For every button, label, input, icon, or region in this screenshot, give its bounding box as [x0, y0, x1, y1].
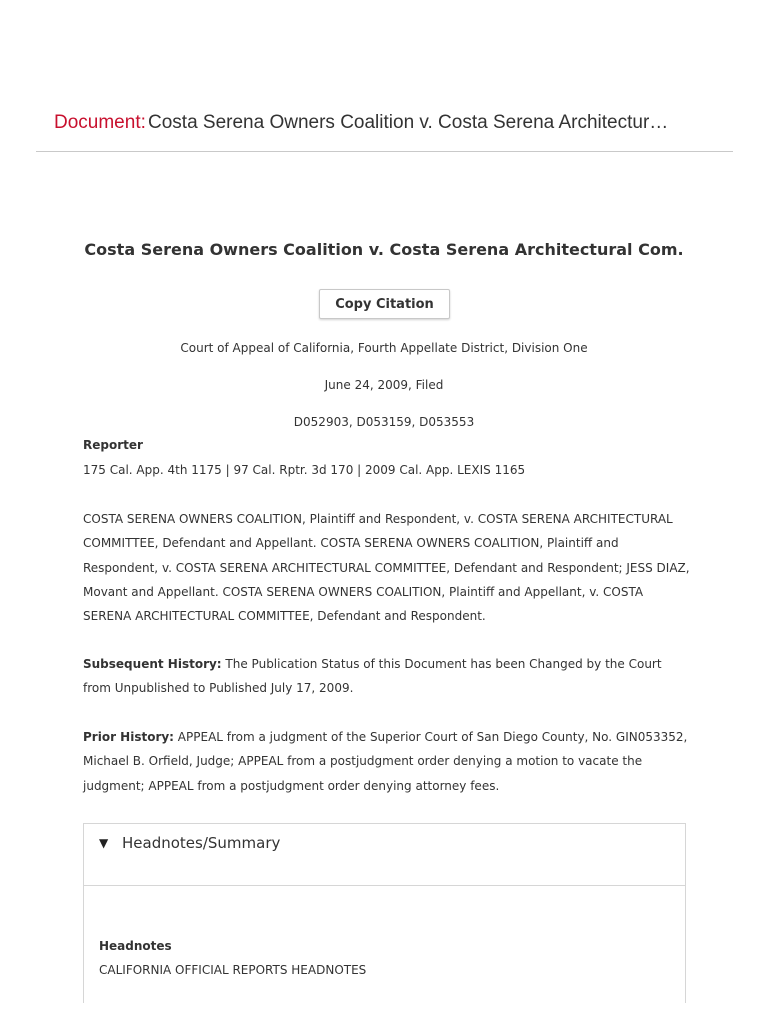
headnotes-subheading: CALIFORNIA OFFICIAL REPORTS HEADNOTES: [99, 963, 367, 977]
court-name: Court of Appeal of California, Fourth Appellate District, Division One: [180, 341, 588, 355]
subsequent-history-label: Subsequent History:: [83, 657, 222, 671]
prior-history-text: APPEAL from a judgment of the Superior Court of San Diego County, No. GIN053352, Michael B. Orfield, Judge; APPEAL from a postjudgment order denying a motion to vacate the judgment; APPEAL from a postjudgment order denying attorney fees.: [83, 730, 688, 793]
reporter-heading: Reporter: [83, 438, 143, 452]
headnotes-panel-title: Headnotes/Summary: [122, 834, 281, 852]
document-title: Costa Serena Owners Coalition v. Costa Serena Architectur…: [148, 112, 669, 133]
filed-date: June 24, 2009, Filed: [324, 378, 444, 392]
subsequent-history-text: The Publication Status of this Document has been Changed by the Court from Unpublished to Published July 17, 2009.: [83, 657, 662, 696]
docket-numbers: D052903, D053159, D053553: [293, 415, 475, 429]
reporter-citations: 175 Cal. App. 4th 1175 | 97 Cal. Rptr. 3d 170 | 2009 Cal. App. LEXIS 1165: [83, 463, 526, 477]
triangle-down-icon: ▼: [99, 836, 109, 850]
prior-history: [83, 725, 693, 798]
headnotes-panel: [83, 823, 686, 1003]
parties-text: COSTA SERENA OWNERS COALITION, Plaintiff and Respondent, v. COSTA SERENA ARCHITECTURAL COMMITTEE, Defendant and Appellant. COSTA SERENA OWNERS COALITION, Plaintiff and Respondent, v. COSTA SERENA ARCHITECTURAL COMMITTEE, Defendant and Respondent; JESS DIAZ, Movant and Appellant. COSTA SERENA OWNERS COALITION, Plaintiff and Appellant, v. COSTA SERENA ARCHITECTURAL COMMITTEE, Defendant and Respondent.: [83, 512, 690, 624]
case-title: Costa Serena Owners Coalition v. Costa Serena Architectural Com.: [84, 240, 684, 259]
copy-citation-button[interactable]: Copy Citation: [319, 289, 450, 319]
subsequent-history: [83, 652, 693, 701]
document-header: [0, 112, 768, 142]
prior-history-label: Prior History:: [83, 730, 174, 744]
headnotes-panel-toggle[interactable]: [84, 824, 685, 886]
header-divider: [36, 151, 733, 152]
document-label: Document:: [54, 112, 146, 133]
headnotes-heading: Headnotes: [99, 939, 172, 953]
